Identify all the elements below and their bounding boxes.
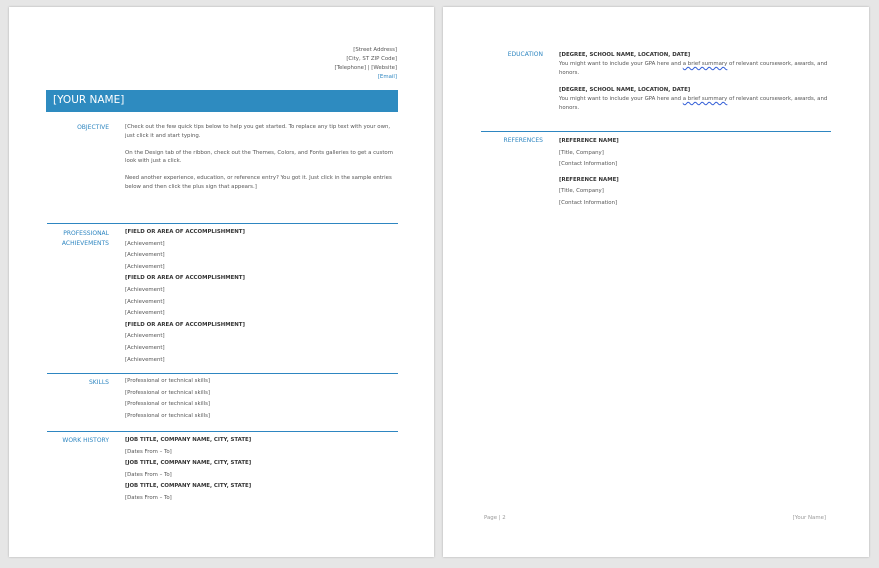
skill-item[interactable]: [Professional or technical skills] <box>125 389 210 396</box>
education-content <box>559 50 833 121</box>
resume-page-1 <box>9 7 434 557</box>
section-divider <box>47 223 398 224</box>
reference-contact[interactable]: [Contact Information] <box>559 199 618 206</box>
section-divider <box>47 373 398 374</box>
telephone-website[interactable]: [Telephone] | [Website] <box>334 65 397 71</box>
job-title[interactable]: [JOB TITLE, COMPANY NAME, CITY, STATE] <box>125 437 252 443</box>
skill-item[interactable]: [Professional or technical skills] <box>125 412 210 419</box>
achievement-item[interactable]: [Achievement] <box>125 298 165 305</box>
job-dates[interactable]: [Dates From – To] <box>125 494 172 501</box>
section-divider <box>47 431 398 432</box>
reference-contact[interactable]: [Contact Information] <box>559 161 618 168</box>
objective-paragraph[interactable]: On the Design tab of the ribbon, check out the Themes, Colors, and Fonts galleries to get a custom look with just a click. <box>125 149 393 164</box>
street-address[interactable]: [Street Address] <box>353 47 397 53</box>
achievement-item[interactable]: [Achievement] <box>125 356 165 363</box>
spelling-flagged-text[interactable]: a brief summary <box>682 61 728 67</box>
contact-block <box>334 46 397 82</box>
job-dates[interactable]: [Dates From – To] <box>125 448 172 455</box>
education-description[interactable]: You might want to include your GPA here and a brief summary of relevant coursework, awards, and honors. <box>559 96 828 111</box>
degree-title[interactable]: [DEGREE, SCHOOL NAME, LOCATION, DATE] <box>559 87 691 93</box>
reference-title[interactable]: [Title, Company] <box>559 149 604 156</box>
achievement-item[interactable]: [Achievement] <box>125 333 165 340</box>
achievements-content <box>125 227 399 366</box>
job-title[interactable]: [JOB TITLE, COMPANY NAME, CITY, STATE] <box>125 483 252 490</box>
skill-item[interactable]: [Professional or technical skills] <box>125 378 210 384</box>
achievements-label-line1: PROFESSIONAL <box>63 230 109 237</box>
resume-page-2 <box>443 7 869 557</box>
city-state-zip[interactable]: [City, ST ZIP Code] <box>346 56 397 62</box>
section-divider <box>481 131 831 132</box>
email[interactable]: [Email] <box>377 74 397 80</box>
achievement-item[interactable]: [Achievement] <box>125 252 165 259</box>
achievement-item[interactable]: [Achievement] <box>125 344 165 351</box>
skills-label: SKILLS <box>88 379 109 386</box>
objective-content <box>125 123 399 200</box>
objective-label: OBJECTIVE <box>77 124 109 131</box>
skills-content <box>125 376 399 422</box>
degree-title[interactable]: [DEGREE, SCHOOL NAME, LOCATION, DATE] <box>559 52 691 58</box>
achievements-label <box>47 229 109 249</box>
work-history-label: WORK HISTORY <box>62 437 109 444</box>
objective-paragraph[interactable]: Need another experience, education, or reference entry? You got it. Just click in the sample entries below and then click the plus sign that appears.] <box>125 175 392 190</box>
achievements-label-line2: ACHIEVEMENTS <box>61 240 109 247</box>
job-dates[interactable]: [Dates From – To] <box>125 471 172 478</box>
education-description[interactable]: You might want to include your GPA here and a brief summary of relevant coursework, awards, and honors. <box>559 61 828 76</box>
footer-page-number: Page | 2 <box>484 515 506 521</box>
education-label: EDUCATION <box>507 51 543 58</box>
skill-item[interactable]: [Professional or technical skills] <box>125 401 210 408</box>
references-content <box>559 136 833 210</box>
reference-title[interactable]: [Title, Company] <box>559 188 604 195</box>
accomplishment-field[interactable]: [FIELD OR AREA OF ACCOMPLISHMENT] <box>125 321 245 328</box>
footer-name[interactable]: [Your Name] <box>792 515 826 521</box>
spelling-flagged-text[interactable]: a brief summary <box>682 96 728 102</box>
work-history-content <box>125 435 399 505</box>
job-title[interactable]: [JOB TITLE, COMPANY NAME, CITY, STATE] <box>125 460 252 467</box>
reference-name[interactable]: [REFERENCE NAME] <box>559 138 619 144</box>
reference-name[interactable]: [REFERENCE NAME] <box>559 176 619 183</box>
references-label: REFERENCES <box>503 137 543 144</box>
accomplishment-field[interactable]: [FIELD OR AREA OF ACCOMPLISHMENT] <box>125 229 245 235</box>
name-banner <box>46 90 398 112</box>
achievement-item[interactable]: [Achievement] <box>125 286 165 293</box>
achievement-item[interactable]: [Achievement] <box>125 263 165 270</box>
achievement-item[interactable]: [Achievement] <box>125 310 165 317</box>
objective-paragraph[interactable]: [Check out the few quick tips below to help you get started. To replace any tip text with your own, just click it and start typing. <box>125 124 391 139</box>
your-name[interactable]: [YOUR NAME] <box>53 94 125 106</box>
achievement-item[interactable]: [Achievement] <box>125 240 165 247</box>
accomplishment-field[interactable]: [FIELD OR AREA OF ACCOMPLISHMENT] <box>125 275 245 282</box>
